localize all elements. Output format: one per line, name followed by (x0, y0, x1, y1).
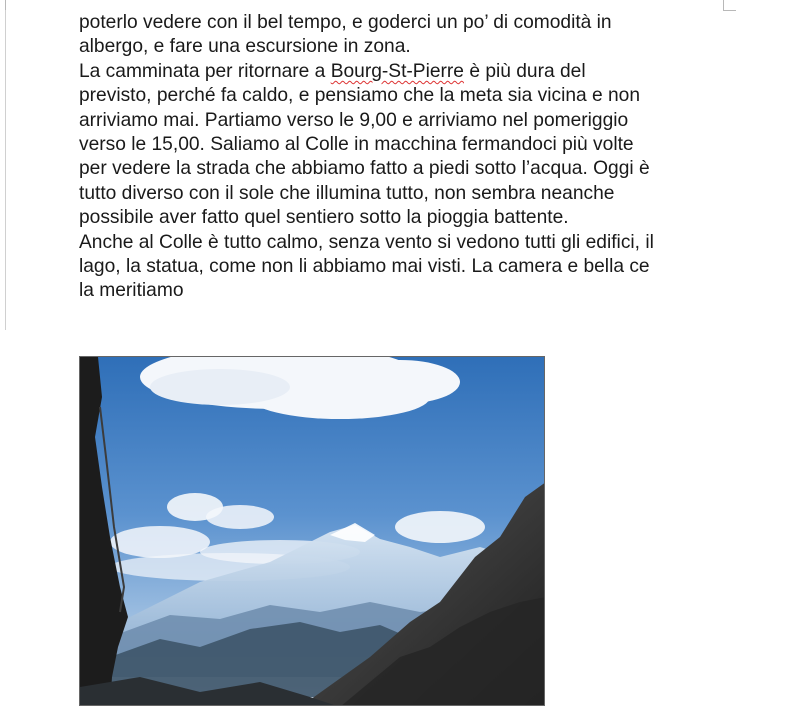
text-line[interactable]: albergo, e fare una escursione in zona. (79, 36, 411, 58)
text-line[interactable]: possibile aver fatto quel sentiero sotto la pioggia battente. (79, 207, 569, 229)
text-line[interactable]: la meritiamo (79, 280, 184, 302)
text-line[interactable]: lago, la statua, come non li abbiamo mai visti. La camera e bella ce (79, 256, 650, 278)
text-run: La camminata per ritornare a (79, 60, 331, 82)
mountain-photo-drawing (80, 357, 545, 706)
text-line[interactable]: previsto, perché fa caldo, e pensiamo che la meta sia vicina e non (79, 85, 641, 107)
text-line[interactable]: poterlo vedere con il bel tempo, e goderci un po’ di comodità in (79, 12, 612, 33)
page-margin-line (5, 10, 6, 330)
text-line[interactable]: tutto diverso con il sole che illumina tutto, non sembra neanche (79, 182, 615, 204)
text-run: è più dura del (463, 60, 586, 82)
text-line[interactable]: Anche al Colle è tutto calmo, senza vento si vedono tutti gli edifici, il (79, 231, 654, 253)
text-line[interactable] (79, 60, 739, 84)
page-corner-mark-left (0, 0, 6, 10)
mountain-photo[interactable] (79, 356, 545, 706)
text-line[interactable]: verso le 15,00. Saliamo al Colle in macchina fermandoci più volte (79, 134, 634, 156)
page-corner-mark-right (723, 0, 736, 11)
text-line[interactable]: arriviamo mai. Partiamo verso le 9,00 e arriviamo nel pomeriggio (79, 109, 629, 131)
document-body-text[interactable] (79, 11, 739, 304)
misspelled-word[interactable]: Bourg-St-Pierre (330, 60, 464, 82)
text-line[interactable]: per vedere la strada che abbiamo fatto a piedi sotto l’acqua. Oggi è (79, 158, 650, 180)
